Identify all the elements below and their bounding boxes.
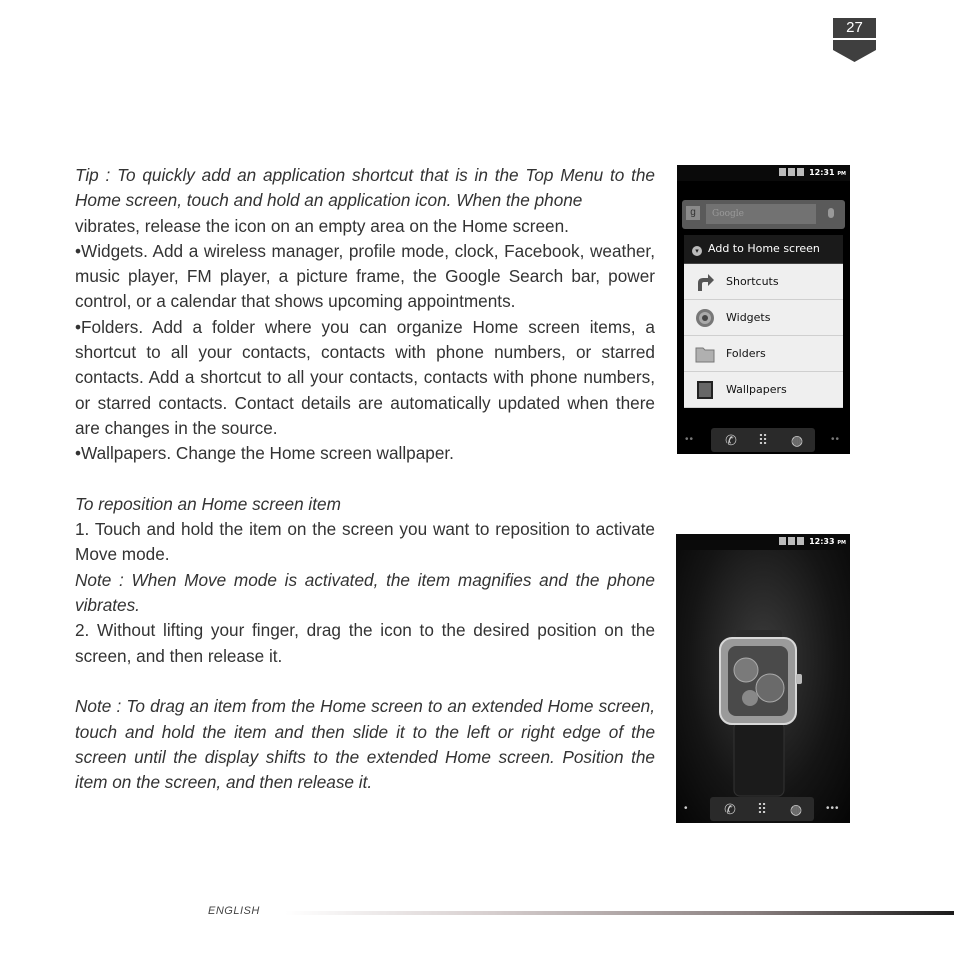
footer-divider — [285, 911, 954, 915]
browser-globe-icon[interactable]: ◍ — [789, 801, 803, 817]
home-dock — [676, 793, 850, 823]
step-1: 1. Touch and hold the item on the screen you want to reposition to activate Move mode. — [75, 519, 655, 565]
wallpapers-bullet: •Wallpapers. Change the Home screen wallpaper. — [75, 443, 454, 464]
status-bar — [676, 534, 850, 550]
microphone-icon[interactable] — [828, 208, 834, 218]
menu-item-label: Widgets — [726, 311, 771, 324]
folder-icon — [694, 343, 716, 365]
battery-icon — [797, 537, 804, 545]
status-ampm: PM — [837, 540, 846, 546]
folders-bullet: •Folders. Add a folder where you can organize Home screen items, a shortcut to all your contacts, contacts with phone numbers, or starred contacts. Add a shortcut to all your contacts, contacts with phone numbers, or starred contacts. Contact details are automatically updated when there are changes in the source. — [75, 316, 655, 438]
note-2: Note : To drag an item from the Home screen to an extended Home screen, touch and hold the item and then slide it to the left or right edge of the screen until the display shifts to the extended Home screen. Position the item on the screen, and then release it. — [75, 696, 655, 793]
status-ampm: PM — [837, 171, 846, 177]
note-1: Note : When Move mode is activated, the item magnifies and the phone vibrates. — [75, 569, 655, 616]
phone-icon[interactable]: ✆ — [725, 432, 737, 448]
wallpaper-icon — [694, 379, 716, 401]
menu-item-label: Shortcuts — [726, 275, 779, 288]
chevron-down-icon — [833, 40, 876, 62]
network-icon — [788, 537, 795, 545]
google-search-widget[interactable] — [682, 200, 845, 229]
reposition-heading: To reposition an Home screen item — [75, 493, 341, 514]
tip-text: Tip : To quickly add an application shortcut that is in the Top Menu to the Home screen, touch and hold an application icon. When the phone — [75, 165, 655, 211]
menu-title: ▾ Add to Home screen — [684, 235, 843, 264]
menu-item-wallpapers[interactable] — [684, 372, 843, 408]
menu-item-widgets[interactable] — [684, 300, 843, 336]
widgets-bullet: •Widgets. Add a wireless manager, profile mode, clock, Facebook, weather, music player, FM player, a picture frame, the Google Search bar, power control, or a calendar that shows upcoming appointments. — [75, 240, 655, 312]
main-text — [75, 163, 655, 795]
app-grid-icon[interactable]: ⠿ — [756, 801, 768, 817]
step-2: 2. Without lifting your finger, drag the icon to the desired position on the screen, and then release it. — [75, 620, 655, 666]
page-number: 27 — [833, 18, 876, 38]
signal-icon — [779, 537, 786, 545]
menu-item-folders[interactable] — [684, 336, 843, 372]
google-logo-icon: g — [686, 206, 700, 220]
status-time: 12:31 — [809, 168, 835, 177]
status-bar — [677, 165, 850, 181]
menu-item-label: Folders — [726, 347, 766, 360]
network-icon — [788, 168, 795, 176]
menu-item-shortcuts[interactable] — [684, 264, 843, 300]
app-grid-icon[interactable]: ⠿ — [757, 432, 769, 448]
signal-icon — [779, 168, 786, 176]
tip-continuation: vibrates, release the icon on an empty area on the Home screen. — [75, 215, 569, 236]
status-time: 12:33 — [809, 537, 835, 546]
page-number-badge — [833, 18, 876, 62]
menu-item-label: Wallpapers — [726, 383, 787, 396]
page-indicator-left: • — [684, 803, 689, 814]
gear-widget-icon — [694, 307, 716, 329]
footer-language: ENGLISH — [208, 905, 260, 917]
battery-icon — [797, 168, 804, 176]
page-indicator-left: •• — [685, 434, 695, 445]
search-input[interactable]: Google — [706, 204, 816, 224]
home-dock — [677, 424, 850, 454]
page-indicator-right: ••• — [826, 803, 840, 814]
phone-icon[interactable]: ✆ — [724, 801, 736, 817]
phone-screenshot-home — [676, 534, 850, 823]
shortcut-arrow-icon — [694, 271, 716, 293]
phone-screenshot-add-to-home — [677, 165, 850, 454]
browser-globe-icon[interactable]: ◍ — [790, 432, 804, 448]
watch-wallpaper-image — [710, 630, 810, 800]
menu-title-icon: ▾ — [692, 246, 702, 256]
page-indicator-right: •• — [831, 434, 841, 445]
add-to-home-menu — [684, 235, 843, 405]
